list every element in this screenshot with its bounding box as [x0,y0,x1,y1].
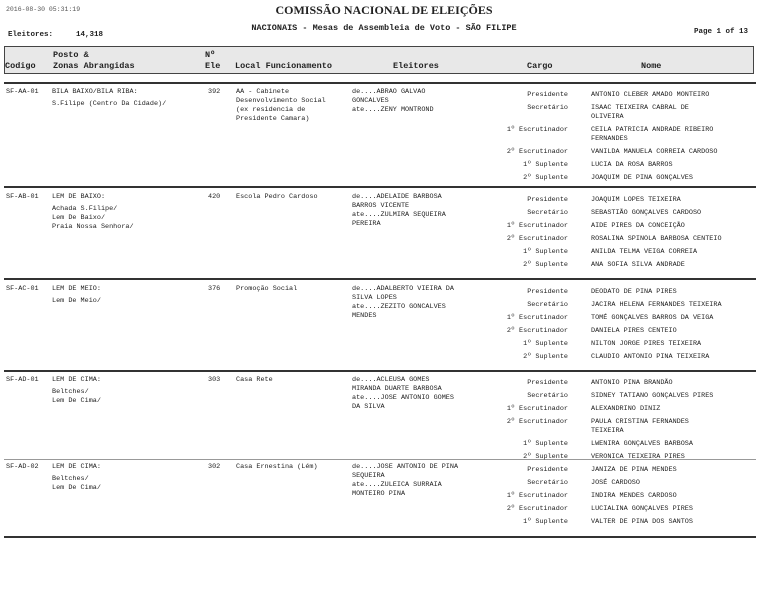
mesa-eleitores-range: PEREIRA [352,220,381,228]
table-header [4,46,754,74]
row-separator [4,370,756,372]
staff-role: 1º Suplente [523,440,568,448]
header-eleitores: Eleitores [393,61,439,71]
staff-name: ANA SOFIA SILVA ANDRADE [591,261,685,269]
staff-name: LUCIA DA ROSA BARROS [591,161,673,169]
mesa-local: Desenvolvimento Social [236,97,326,105]
staff-role: 1º Suplente [523,340,568,348]
mesa-eleitores-range: DA SILVA [352,403,385,411]
staff-role: 2º Escrutinador [506,418,568,426]
header-ne-2: Ele [205,61,221,71]
mesa-local: Casa Ernestina (Lém) [236,463,318,471]
mesa-code: SF-AB-01 [6,193,39,201]
staff-name: VERONICA TEIXEIRA PIRES [591,453,685,461]
header-posto-2: Zonas Abrangidas [53,61,135,71]
staff-role: 1º Suplente [523,161,568,169]
staff-role: 2º Suplente [523,174,568,182]
eleitores-total [8,31,104,39]
staff-name: INDIRA MENDES CARDOSO [591,492,677,500]
mesa-zone: Lem De Baixo/ [52,214,106,222]
staff-name: SIDNEY TATIANO GONÇALVES PIRES [591,392,714,400]
staff-role: Presidente [527,196,568,204]
mesa-code: SF-AD-01 [6,376,39,384]
staff-role: 2º Escrutinador [506,148,568,156]
staff-role: 2º Escrutinador [506,235,568,243]
staff-name: ANTONIO CLEBER AMADO MONTEIRO [591,91,710,99]
staff-name: CLAUDIO ANTONIO PINA TEIXEIRA [591,353,710,361]
mesa-eleitores-range: ate....JOSE ANTONIO GOMES [352,394,454,402]
staff-role: 1º Escrutinador [506,126,568,134]
staff-name: JANIZA DE PINA MENDES [591,466,677,474]
mesa-zone: Beltches/ [52,475,89,483]
staff-role: 2º Escrutinador [506,327,568,335]
staff-role: 1º Suplente [523,518,568,526]
staff-role: Secretário [527,301,568,309]
staff-name: ISAAC TEIXEIRA CABRAL DE [591,104,689,112]
report-title: COMISSÃO NACIONAL DE ELEIÇÕES [275,3,493,17]
mesa-eleitores-range: MENDES [352,312,377,320]
staff-role: 2º Suplente [523,261,568,269]
eleitores-label: Eleitores: [8,31,54,39]
mesa-eleitores-range: BARROS VICENTE [352,202,410,210]
staff-role: Secretário [527,479,568,487]
header-cargo: Cargo [527,61,553,71]
staff-role: Secretário [527,392,568,400]
mesa-zone: Lem De Cima/ [52,397,101,405]
staff-name: ROSALINA SPINOLA BARBOSA CENTEIO [591,235,722,243]
mesa-code: SF-AD-02 [6,463,39,471]
mesa-zone: Praia Nossa Senhora/ [52,223,134,231]
mesa-eleitores-range: ate....ZULMIRA SEQUEIRA [352,211,446,219]
mesa-eleitores-range: GONCALVES [352,97,389,105]
report-subtitle: NACIONAIS - Mesas de Assembleia de Voto - SÃO FILIPE [251,23,517,33]
mesa-zone: Achada S.Filipe/ [52,205,118,213]
staff-role: Secretário [527,104,568,112]
staff-name: ALEXANDRINO DINIZ [591,405,661,413]
staff-name: DANIELA PIRES CENTEIO [591,327,677,335]
mesa-zone: LEM DE CIMA: [52,376,101,384]
row-separator [4,536,756,538]
mesa-local: Promoção Social [236,285,298,293]
mesa-eleitores-count: 376 [208,285,221,293]
staff-name: LWENIRA GONÇALVES BARBOSA [591,440,693,448]
row-separator [4,82,756,84]
staff-name: VANILDA MANUELA CORREIA CARDOSO [591,148,718,156]
staff-name: TOMÉ GONÇALVES BARROS DA VEIGA [591,314,714,322]
staff-name: ANILDA TELMA VEIGA CORREIA [591,248,698,256]
staff-name: DEODATO DE PINA PIRES [591,288,677,296]
mesa-zone: LEM DE CIMA: [52,463,101,471]
mesa-zone: Lem De Meio/ [52,297,101,305]
staff-role: Presidente [527,466,568,474]
mesa-eleitores-range: SILVA LOPES [352,294,397,302]
staff-role: 1º Suplente [523,248,568,256]
staff-name: JOSÉ CARDOSO [591,479,640,487]
mesa-local: Escola Pedro Cardoso [236,193,318,201]
staff-name: OLIVEIRA [591,113,624,121]
staff-role: Secretário [527,209,568,217]
staff-name: JOAQUIM LOPES TEIXEIRA [591,196,681,204]
staff-role: 1º Escrutinador [506,222,568,230]
mesa-zone: S.Filipe (Centro Da Cidade)/ [52,100,167,108]
header-posto-1: Posto & [53,50,89,60]
mesa-eleitores-range: de....ADELAIDE BARBOSA [352,193,442,201]
mesa-code: SF-AA-01 [6,88,39,96]
row-separator [4,186,756,188]
mesa-local: Casa Rete [236,376,273,384]
staff-role: 2º Suplente [523,453,568,461]
mesa-eleitores-range: SEQUEIRA [352,472,385,480]
staff-role: 1º Escrutinador [506,314,568,322]
staff-role: Presidente [527,91,568,99]
staff-role: 1º Escrutinador [506,405,568,413]
mesa-eleitores-range: MONTEIRO PINA [352,490,406,498]
mesa-local: Presidente Camara) [236,115,310,123]
staff-name: SEBASTIÃO GONÇALVES CARDOSO [591,209,702,217]
mesa-local: AA - Cabinete [236,88,290,96]
staff-name: CEILA PATRICIA ANDRADE RIBEIRO [591,126,714,134]
eleitores-value: 14,318 [76,31,104,39]
staff-name: PAULA CRISTINA FERNANDES [591,418,689,426]
row-separator [4,278,756,280]
header-local: Local Funcionamento [235,61,332,71]
mesa-eleitores-range: ate....ZULEICA SURRAIA [352,481,442,489]
mesa-eleitores-range: ate....ZEZITO GONCALVES [352,303,446,311]
mesa-zone: Beltches/ [52,388,89,396]
mesa-zone: LEM DE BAIXO: [52,193,106,201]
mesa-zone: LEM DE MEIO: [52,285,101,293]
mesa-eleitores-range: ate....ZENY MONTROND [352,106,434,114]
mesa-local: (ex residencia de [236,106,306,114]
mesa-eleitores-range: de....JOSE ANTONIO DE PINA [352,463,459,471]
staff-name: AIDE PIRES DA CONCEIÇÃO [591,222,685,230]
staff-name: JACIRA HELENA FERNANDES TEIXEIRA [591,301,722,309]
mesa-eleitores-range: de....ADALBERTO VIEIRA DA [352,285,454,293]
print-timestamp: 2016-08-30 05:31:19 [6,6,81,13]
mesa-code: SF-AC-01 [6,285,39,293]
staff-role: Presidente [527,288,568,296]
header-nome: Nome [641,61,662,71]
mesa-eleitores-range: de....ACLEUSA GOMES [352,376,430,384]
mesa-zone: BILA BAIXO/BILA RIBA: [52,88,138,96]
header-codigo: Codigo [5,61,36,71]
staff-role: 1º Escrutinador [506,492,568,500]
mesa-eleitores-count: 303 [208,376,221,384]
mesa-eleitores-count: 302 [208,463,221,471]
header-ne-1: Nº [205,50,216,60]
mesa-zone: Lem De Cima/ [52,484,101,492]
staff-role: 2º Escrutinador [506,505,568,513]
mesa-eleitores-range: de....ABRAO GALVAO [352,88,426,96]
staff-name: JOAQUIM DE PINA GONÇALVES [591,174,693,182]
staff-name: TEIXEIRA [591,427,624,435]
staff-role: Presidente [527,379,568,387]
staff-name: ANTONIO PINA BRANDÃO [591,379,673,387]
mesa-eleitores-count: 392 [208,88,221,96]
staff-role: 2º Suplente [523,353,568,361]
page-indicator: Page 1 of 13 [693,28,748,36]
staff-name: FERNANDES [591,135,628,143]
mesa-eleitores-count: 420 [208,193,221,201]
staff-name: NILTON JORGE PIRES TEIXEIRA [591,340,702,348]
staff-name: VALTER DE PINA DOS SANTOS [591,518,693,526]
staff-name: LUCIALINA GONÇALVES PIRES [591,505,693,513]
mesa-eleitores-range: MIRANDA DUARTE BARBOSA [352,385,442,393]
